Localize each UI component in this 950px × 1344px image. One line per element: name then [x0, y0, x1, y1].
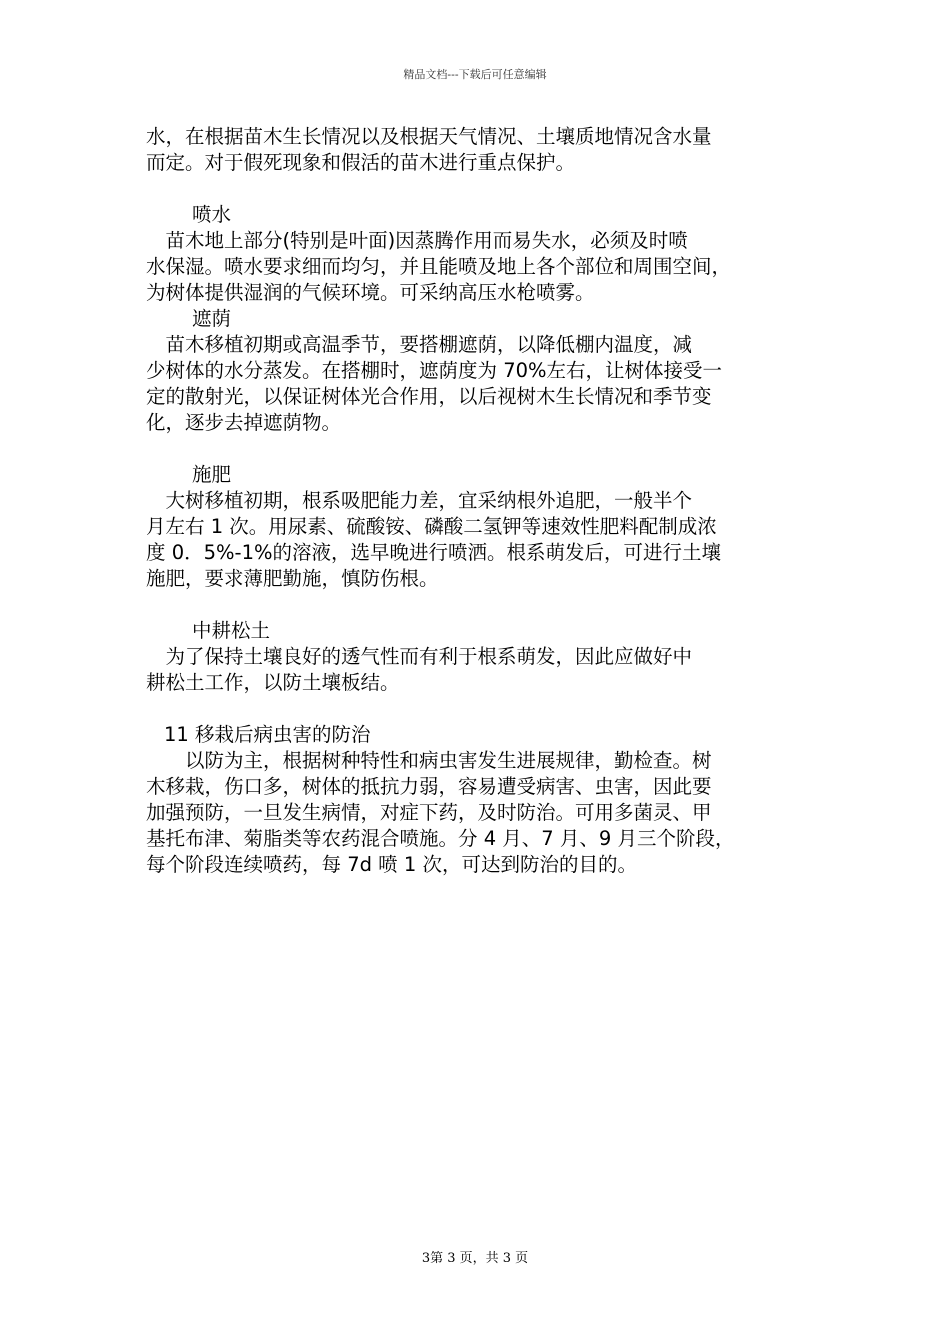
- till-paragraph: [146, 644, 816, 696]
- text-line: 水，在根据苗木生长情况以及根据天气情况、土壤质地情况含水量: [146, 125, 712, 148]
- spacer: [146, 696, 816, 722]
- text-line: 苗木移植初期或高温季节，要搭棚遮荫，以降低棚内温度，减: [146, 333, 693, 356]
- text-line: 少树体的水分蒸发。在搭棚时，遮荫度为 70%左右，让树体接受一: [146, 359, 723, 382]
- text-line: 苗木地上部分(特别是叶面)因蒸腾作用而易失水，必须及时喷: [146, 229, 688, 252]
- text-line: 为树体提供湿润的气候环境。可采纳高压水枪喷雾。: [146, 281, 595, 304]
- page-header: 精品文档---下载后可任意编辑: [403, 68, 547, 81]
- fertilize-paragraph: [146, 488, 816, 592]
- shade-paragraph: [146, 332, 816, 436]
- text-line: 施肥，要求薄肥勤施，慎防伤根。: [146, 567, 439, 590]
- section-heading-pest: 11 移栽后病虫害的防治: [164, 723, 371, 746]
- text-line: 基托布津、菊脂类等农药混合喷施。分 4 月、7 月、9 月三个阶段，: [146, 827, 735, 850]
- spacer: [146, 436, 816, 462]
- text-line: 月左右 1 次。用尿素、硫酸铵、磷酸二氢钾等速效性肥料配制成浓: [146, 515, 717, 538]
- text-line: 化，逐步去掉遮荫物。: [146, 411, 342, 434]
- spray-paragraph: [146, 228, 816, 306]
- section-heading-till: 中耕松土: [192, 619, 271, 642]
- text-line: 每个阶段连续喷药，每 7d 喷 1 次，可达到防治的目的。: [146, 853, 637, 876]
- text-line: 木移栽，伤口多，树体的抵抗力弱，容易遭受病害、虫害，因此要: [146, 775, 712, 798]
- text-line: 水保湿。喷水要求细而均匀，并且能喷及地上各个部位和周围空间，: [146, 255, 732, 278]
- document-body: [146, 124, 816, 878]
- text-line: 以防为主，根据树种特性和病虫害发生进展规律，勤检查。树: [146, 749, 712, 772]
- text-line: 度 0．5%-1%的溶液，选早晚进行喷洒。根系萌发后，可进行土壤: [146, 541, 722, 564]
- pest-paragraph: [146, 748, 816, 878]
- section-heading-fertilize: 施肥: [192, 463, 232, 486]
- text-line: 而定。对于假死现象和假活的苗木进行重点保护。: [146, 151, 576, 174]
- section-heading-spray: 喷水: [192, 203, 232, 226]
- text-line: 耕松土工作，以防土壤板结。: [146, 671, 400, 694]
- page-footer: 3第 3 页，共 3 页: [421, 1251, 529, 1266]
- text-line: 定的散射光，以保证树体光合作用，以后视树木生长情况和季节变: [146, 385, 712, 408]
- intro-paragraph: [146, 124, 816, 176]
- spacer: [146, 592, 816, 618]
- spacer: [146, 176, 816, 202]
- text-line: 加强预防，一旦发生病情，对症下药，及时防治。可用多菌灵、甲: [146, 801, 712, 824]
- section-heading-shade: 遮荫: [192, 307, 232, 330]
- text-line: 大树移植初期，根系吸肥能力差，宜采纳根外追肥，一般半个: [146, 489, 693, 512]
- text-line: 为了保持土壤良好的透气性而有利于根系萌发，因此应做好中: [146, 645, 693, 668]
